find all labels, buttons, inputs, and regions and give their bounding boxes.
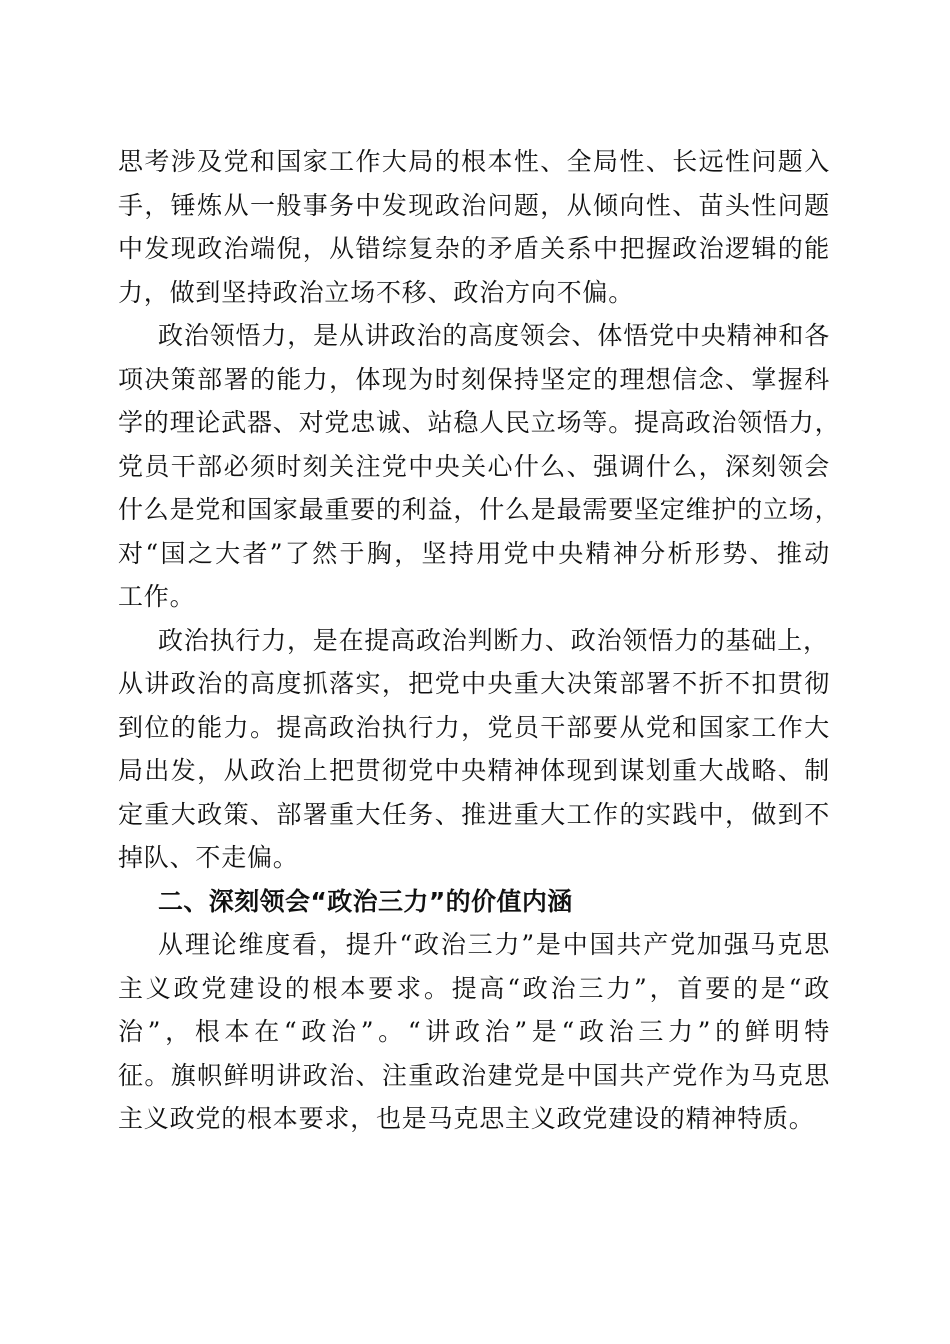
paragraph-first-line: 政治领悟力，是从讲政治的高度领会、体悟党中央精神和各: [158, 321, 830, 350]
text-line: 主义政党建设的根本要求。提高“政治三力”，首要的是“政: [118, 973, 830, 1003]
text-line: 什么是党和国家最重要的利益，什么是最需要坚定维护的立场，: [118, 495, 841, 524]
text-line: 征。旗帜鲜明讲政治、注重政治建党是中国共产党作为马克思: [118, 1060, 830, 1090]
section-heading: 二、深刻领会“政治三力”的价值内涵: [158, 886, 573, 916]
text-line: 治”，根本在“政治”。“讲政治”是“政治三力”的鲜明特: [118, 1017, 830, 1046]
text-line: 对“国之大者”了然于胸，坚持用党中央精神分析形势、推动: [118, 538, 830, 568]
text-line: 手，锤炼从一般事务中发现政治问题，从倾向性、苗头性问题: [118, 190, 830, 220]
text-line: 主义政党的根本要求，也是马克思主义政党建设的精神特质。: [118, 1104, 815, 1133]
text-line: 力，做到坚持政治立场不移、政治方向不偏。: [118, 277, 635, 307]
body-text: [118, 140, 841, 1141]
text-line: 党员干部必须时刻关注党中央关心什么、强调什么，深刻领会: [118, 451, 830, 481]
text-line: 项决策部署的能力，体现为时刻保持坚定的理想信念、掌握科: [118, 364, 830, 394]
text-line: 局出发，从政治上把贯彻党中央精神体现到谋划重大战略、制: [118, 756, 830, 785]
text-line: 思考涉及党和国家工作大局的根本性、全局性、长远性问题入: [118, 147, 830, 176]
text-line: 到位的能力。提高政治执行力，党员干部要从党和国家工作大: [118, 712, 830, 742]
text-line: 工作。: [118, 582, 196, 611]
text-line: 学的理论武器、对党忠诚、站稳人民立场等。提高政治领悟力，: [118, 408, 841, 437]
text-line: 定重大政策、部署重大任务、推进重大工作的实践中，做到不: [118, 799, 830, 829]
paragraph-first-line: 政治执行力，是在提高政治判断力、政治领悟力的基础上，: [158, 625, 829, 655]
text-line: 掉队、不走偏。: [118, 843, 299, 872]
text-line: 从讲政治的高度抓落实，把党中央重大决策部署不折不扣贯彻: [118, 669, 830, 698]
text-line: 中发现政治端倪，从错综复杂的矛盾关系中把握政治逻辑的能: [118, 234, 830, 263]
paragraph-first-line: 从理论维度看，提升“政治三力”是中国共产党加强马克思: [158, 930, 830, 959]
